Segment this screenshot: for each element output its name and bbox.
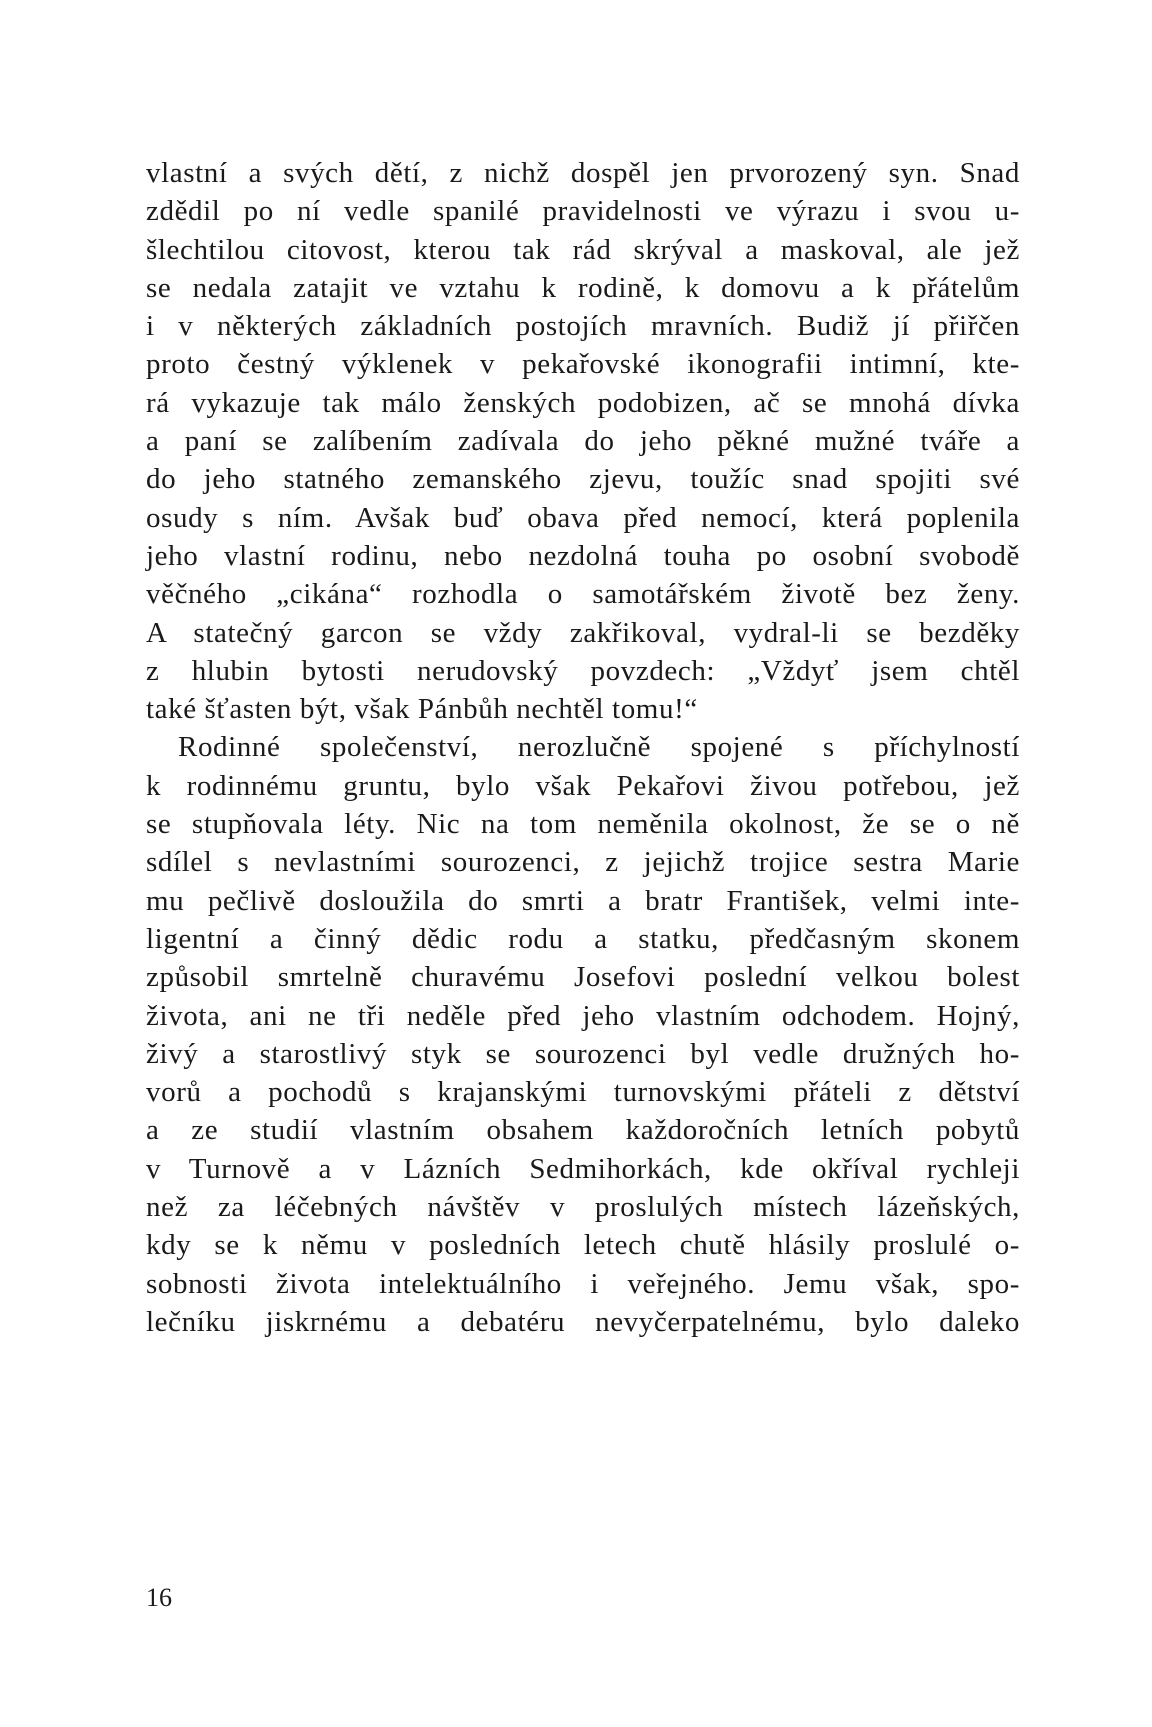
text-line: osudy s ním. Avšak buď obava před nemocí, která poplenila	[146, 501, 1020, 534]
text-line: k rodinnému gruntu, bylo však Pekařovi živou potřebou, jež	[146, 769, 1020, 802]
text-line: A statečný garcon se vždy zakřikoval, vydral-li se bezděky	[146, 616, 1020, 649]
text-line: z hlubin bytosti nerudovský povzdech: „Vždyť jsem chtěl	[146, 654, 1020, 687]
text-line: zdědil po ní vedle spanilé pravidelnosti ve výrazu i svou u-	[146, 195, 1020, 228]
text-line: proto čestný výklenek v pekařovské ikonografii intimní, kte-	[146, 348, 1020, 381]
text-line: se nedala zatajit ve vztahu k rodině, k domovu a k přátelům	[146, 271, 1020, 304]
text-line: a paní se zalíbením zadívala do jeho pěkné mužné tváře a	[146, 425, 1020, 458]
text-line: také šťasten být, však Pánbůh nechtěl tomu!“	[146, 693, 698, 726]
text-line: mu pečlivě dosloužila do smrti a bratr František, velmi inte-	[146, 884, 1020, 917]
text-line: rá vykazuje tak málo ženských podobizen, ač se mnohá dívka	[146, 386, 1020, 419]
text-line: v Turnově a v Lázních Sedmihorkách, kde okříval rychleji	[146, 1152, 1020, 1185]
text-line: věčného „cikána“ rozhodla o samotářském životě bez ženy.	[146, 578, 1020, 611]
text-line: vorů a pochodů s krajanskými turnovskými přáteli z dětství	[146, 1076, 1020, 1109]
text-line: šlechtilou citovost, kterou tak rád skrýval a maskoval, ale jež	[146, 233, 1020, 266]
paragraph-2	[146, 728, 1020, 1341]
text-line: než za léčebných návštěv v proslulých místech lázeňských,	[146, 1191, 1020, 1224]
text-line: Rodinné společenství, nerozlučně spojené s příchylností	[178, 731, 1020, 764]
text-line: vlastní a svých dětí, z nichž dospěl jen prvorozený syn. Snad	[146, 157, 1020, 189]
text-line: a ze studií vlastním obsahem každoročních letních pobytů	[146, 1114, 1020, 1147]
text-line: kdy se k němu v posledních letech chutě hlásily proslulé o-	[146, 1229, 1020, 1262]
text-line: lečníku jiskrnému a debatéru nevyčerpatelnému, bylo daleko	[146, 1305, 1020, 1338]
text-line: způsobil smrtelně churavému Josefovi poslední velkou bolest	[146, 961, 1020, 994]
text-line: živý a starostlivý styk se sourozenci byl vedle družných ho-	[146, 1037, 1020, 1070]
text-line: se stupňovala léty. Nic na tom neměnila okolnost, že se o ně	[146, 808, 1020, 841]
text-line: i v některých základních postojích mravních. Budiž jí přiřčen	[146, 310, 1020, 343]
body-text	[146, 154, 1020, 1341]
text-line: do jeho statného zemanského zjevu, toužíc snad spojiti své	[146, 463, 1020, 496]
text-line: sobnosti života intelektuálního i veřejného. Jemu však, spo-	[146, 1267, 1020, 1300]
text-line: ligentní a činný dědic rodu a statku, předčasným skonem	[146, 922, 1020, 955]
text-line: sdílel s nevlastními sourozenci, z jejichž trojice sestra Marie	[146, 846, 1020, 879]
text-line: jeho vlastní rodinu, nebo nezdolná touha po osobní svobodě	[146, 539, 1020, 572]
page-number: 16	[146, 1583, 172, 1612]
text-line: života, ani ne tři neděle před jeho vlastním odchodem. Hojný,	[146, 999, 1020, 1032]
paragraph-1	[146, 154, 1020, 728]
